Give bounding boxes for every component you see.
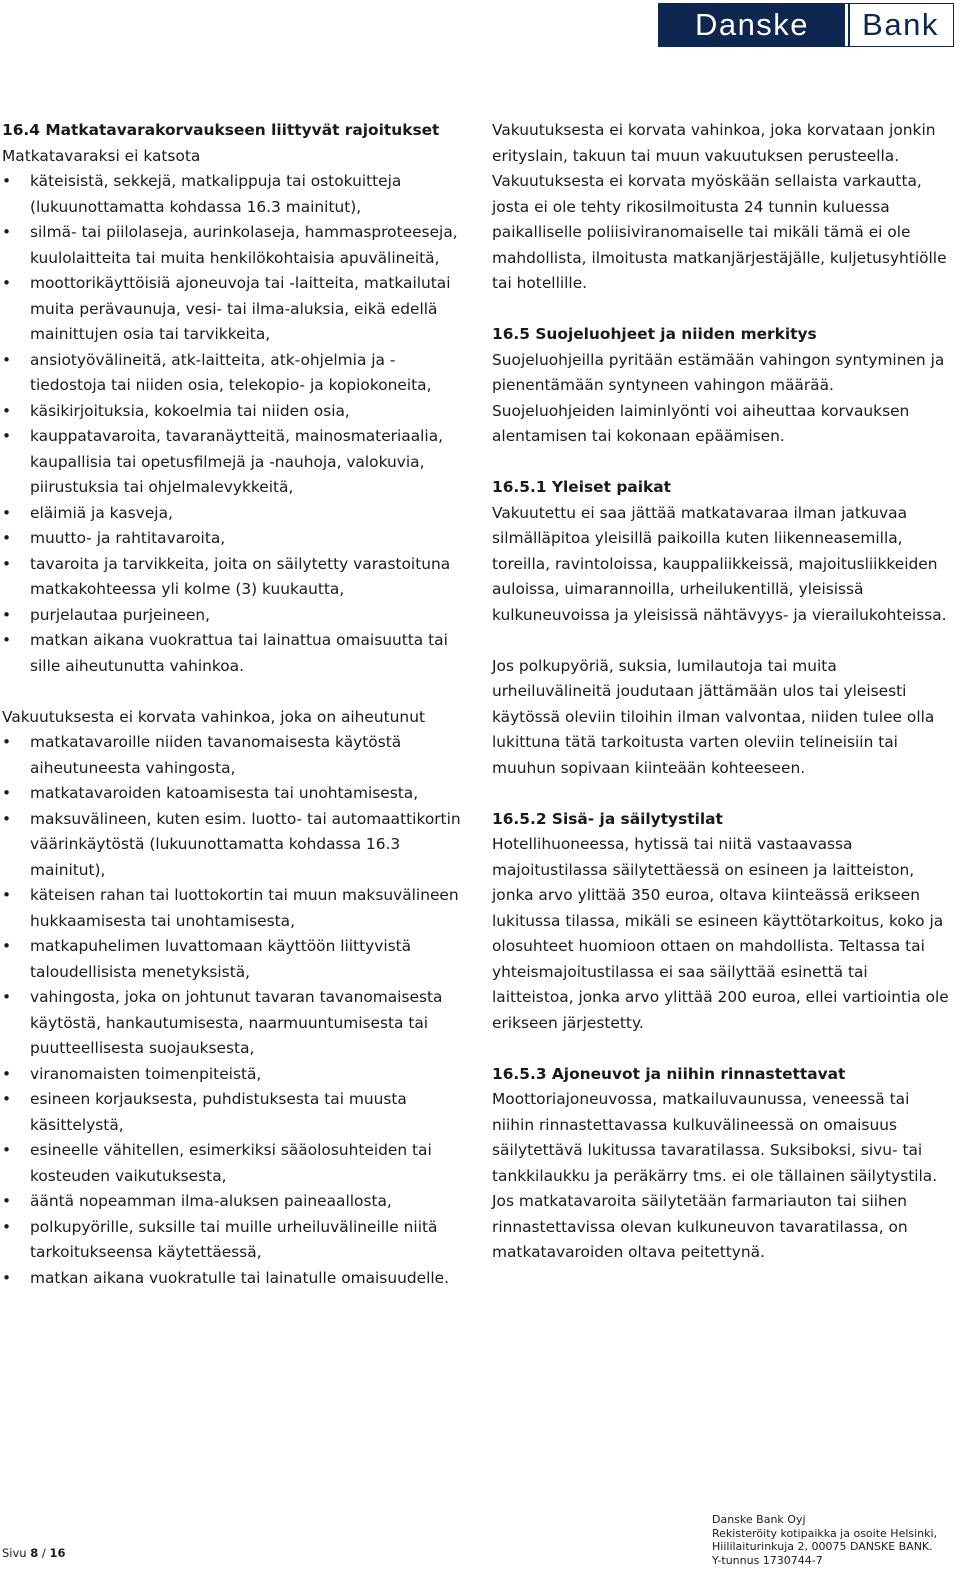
page-separator: /: [38, 1546, 50, 1560]
list-item: • esineen korjauksesta, puhdistuksesta tai muusta käsittelystä,: [2, 1087, 464, 1138]
list-item: • polkupyörille, suksille tai muille urheiluvälineille niitä tarkoitukseensa käytettäessä,: [2, 1215, 464, 1266]
list-item: • esineelle vähitellen, esimerkiksi sääolosuhteiden tai kosteuden vaikutuksesta,: [2, 1138, 464, 1189]
list-item: • kauppatavaroita, tavaranäytteitä, mainosmateriaalia, kaupallisia tai opetusfilmejä ja -nauhoja, valokuvia, piirustuksia tai ohjelmalevykkeitä,: [2, 424, 464, 501]
section-heading-16-5-3: 16.5.3 Ajoneuvot ja niihin rinnastettavat: [492, 1064, 846, 1083]
page-label: Sivu: [2, 1546, 27, 1560]
list-item: • ääntä nopeamman ilma-aluksen paineaallosta,: [2, 1189, 464, 1215]
list-item: • vahingosta, joka on johtunut tavaran tavanomaisesta käytöstä, hankautumisesta, naarmuuntumisesta tai puutteellisesta suojauksesta,: [2, 985, 464, 1062]
exclusion-list-2: [2, 730, 464, 1291]
list-item: • matkatavaroille niiden tavanomaisesta käytöstä aiheutuneesta vahingosta,: [2, 730, 464, 781]
page-current: 8: [30, 1546, 39, 1560]
section-heading-16-5-2: 16.5.2 Sisä- ja säilytystilat: [492, 809, 723, 828]
list-item: • käteisen rahan tai luottokortin tai muun maksuvälineen hukkaamisesta tai unohtamisesta,: [2, 883, 464, 934]
company-address: Hiililaiturinkuja 2, 00075 DANSKE BANK.: [712, 1540, 933, 1553]
page-number: [2, 1546, 65, 1560]
list-item: • purjelautaa purjeineen,: [2, 603, 464, 629]
section-heading-16-5: 16.5 Suojeluohjeet ja niiden merkitys: [492, 325, 817, 343]
list-item: • käsikirjoituksia, kokoelmia tai niiden osia,: [2, 399, 464, 425]
list-item: • maksuvälineen, kuten esim. luotto- tai automaattikortin väärinkäytöstä (lukuunottamatta kohdassa 16.3 mainitut),: [2, 807, 464, 884]
logo-left-text: Danske: [659, 4, 845, 46]
left-column: [2, 118, 464, 1291]
company-info: [712, 1513, 937, 1567]
right-column: [492, 118, 950, 1266]
logo-right-text: Bank: [845, 4, 953, 46]
list-item: • eläimiä ja kasveja,: [2, 501, 464, 527]
list-item: • käteisistä, sekkejä, matkalippuja tai ostokuitteja (lukuunottamatta kohdassa 16.3 mainitut),: [2, 169, 464, 220]
company-name: Danske Bank Oyj: [712, 1513, 806, 1526]
paragraph: Jos polkupyöriä, suksia, lumilautoja tai muita urheiluvälineitä joudutaan jättämään ulos tai yleisesti käytössä oleviin tiloihin ilman valvontaa, niiden tulee olla lukittuna tätä tarkoitusta varten oleviin telineisiin tai muuhun sopivaan kiinteään kohteeseen.: [492, 656, 935, 777]
section-heading-16-4: 16.4 Matkatavarakorvaukseen liittyvät rajoitukset: [2, 121, 440, 139]
company-business-id: Y-tunnus 1730744-7: [712, 1553, 823, 1567]
list-item: • matkan aikana vuokrattua tai lainattua omaisuutta tai sille aiheutunutta vahinkoa.: [2, 628, 464, 679]
paragraph: Moottoriajoneuvossa, matkailuvaunussa, veneessä tai niihin rinnastettavassa kulkuvälineessä on omaisuus säilytettävä lukitussa tavaratilassa. Suksiboksi, sivu- tai tankkilaukku ja peräkärry tms. ei ole tällainen säilytystila. Jos matkatavaroita säilytetään farmariauton tai siihen rinnastettavissa olevan kulkuneuvon tavaratilassa, on matkatavaroiden oltava peitettynä.: [492, 1090, 938, 1261]
list-item: • moottorikäyttöisiä ajoneuvoja tai -laitteita, matkailutai muita perävaunuja, vesi- tai ilma-aluksia, eikä edellä mainittujen osia tai tarvikkeita,: [2, 271, 464, 348]
paragraph: Vakuutuksesta ei korvata vahinkoa, joka korvataan jonkin erityslain, takuun tai muun vakuutuksen perusteella. Vakuutuksesta ei korvata myöskään sellaista varkautta, josta ei ole tehty rikosilmoitusta 24 tunnin kuluessa paikalliselle poliisiviranomaiselle tai mikäli tämä ei ole mahdollista, ilmoitusta matkanjärjestäjälle, kuljetusyhtiölle tai hotellille.: [492, 121, 947, 292]
list-item: • viranomaisten toimenpiteistä,: [2, 1062, 464, 1088]
paragraph: Vakuutettu ei saa jättää matkatavaraa ilman jatkuvaa silmälläpitoa yleisillä paikoilla kuten liikenneasemilla, toreilla, ravintoloissa, kauppaliikkeissä, majoitusliikkeiden auloissa, uimarannoilla, urheilukentillä, yleisissä kulkuneuvoissa ja yleisissä nähtävyys- ja vierailukohteissa.: [492, 503, 947, 624]
list-item: • matkatavaroiden katoamisesta tai unohtamisesta,: [2, 781, 464, 807]
list-item: • muutto- ja rahtitavaroita,: [2, 526, 464, 552]
danske-bank-logo: [658, 3, 954, 47]
company-registration: Rekisteröity kotipaikka ja osoite Helsinki,: [712, 1526, 938, 1540]
list-item: • silmä- tai piilolaseja, aurinkolaseja, hammasproteeseja, kuulolaitteita tai muita henkilökohtaisia apuvälineitä,: [2, 220, 464, 271]
section-heading-16-5-1: 16.5.1 Yleiset paikat: [492, 478, 671, 496]
list-item: • tavaroita ja tarvikkeita, joita on säilytetty varastoituna matkakohteessa yli kolme (3) kuukautta,: [2, 552, 464, 603]
intro-text: Matkatavaraksi ei katsota: [2, 146, 201, 165]
paragraph: Hotellihuoneessa, hytissä tai niitä vastaavassa majoitustilassa säilytettäessä on esineen ja laitteiston, jonka arvo ylittää 350 euroa, oltava kiinteässä erikseen lukitussa tilassa, mikäli se esineen käyttötarkoitus, koko ja olosuhteet huomioon ottaen on mahdollista. Teltassa tai yhteismajoitustilassa ei saa säilyttää esinettä tai laitteistoa, jonka arvo ylittää 200 euroa, ellei vartiointia ole erikseen järjestetty.: [492, 835, 949, 1032]
list-item: • matkapuhelimen luvattomaan käyttöön liittyvistä taloudellisista menetyksistä,: [2, 934, 464, 985]
intro-text-2: Vakuutuksesta ei korvata vahinkoa, joka on aiheutunut: [2, 707, 425, 726]
exclusion-list-1: [2, 169, 464, 679]
list-item: • matkan aikana vuokratulle tai lainatulle omaisuudelle.: [2, 1266, 464, 1292]
page-total: 16: [49, 1546, 66, 1560]
paragraph: Suojeluohjeilla pyritään estämään vahingon syntyminen ja pienentämään syntyneen vahingon määrää. Suojeluohjeiden laiminlyönti voi aiheuttaa korvauksen alentamisen tai kokonaan epäämisen.: [492, 350, 945, 445]
list-item: • ansiotyövälineitä, atk-laitteita, atk-ohjelmia ja -tiedostoja tai niiden osia, telekopio- ja kopiokoneita,: [2, 348, 464, 399]
